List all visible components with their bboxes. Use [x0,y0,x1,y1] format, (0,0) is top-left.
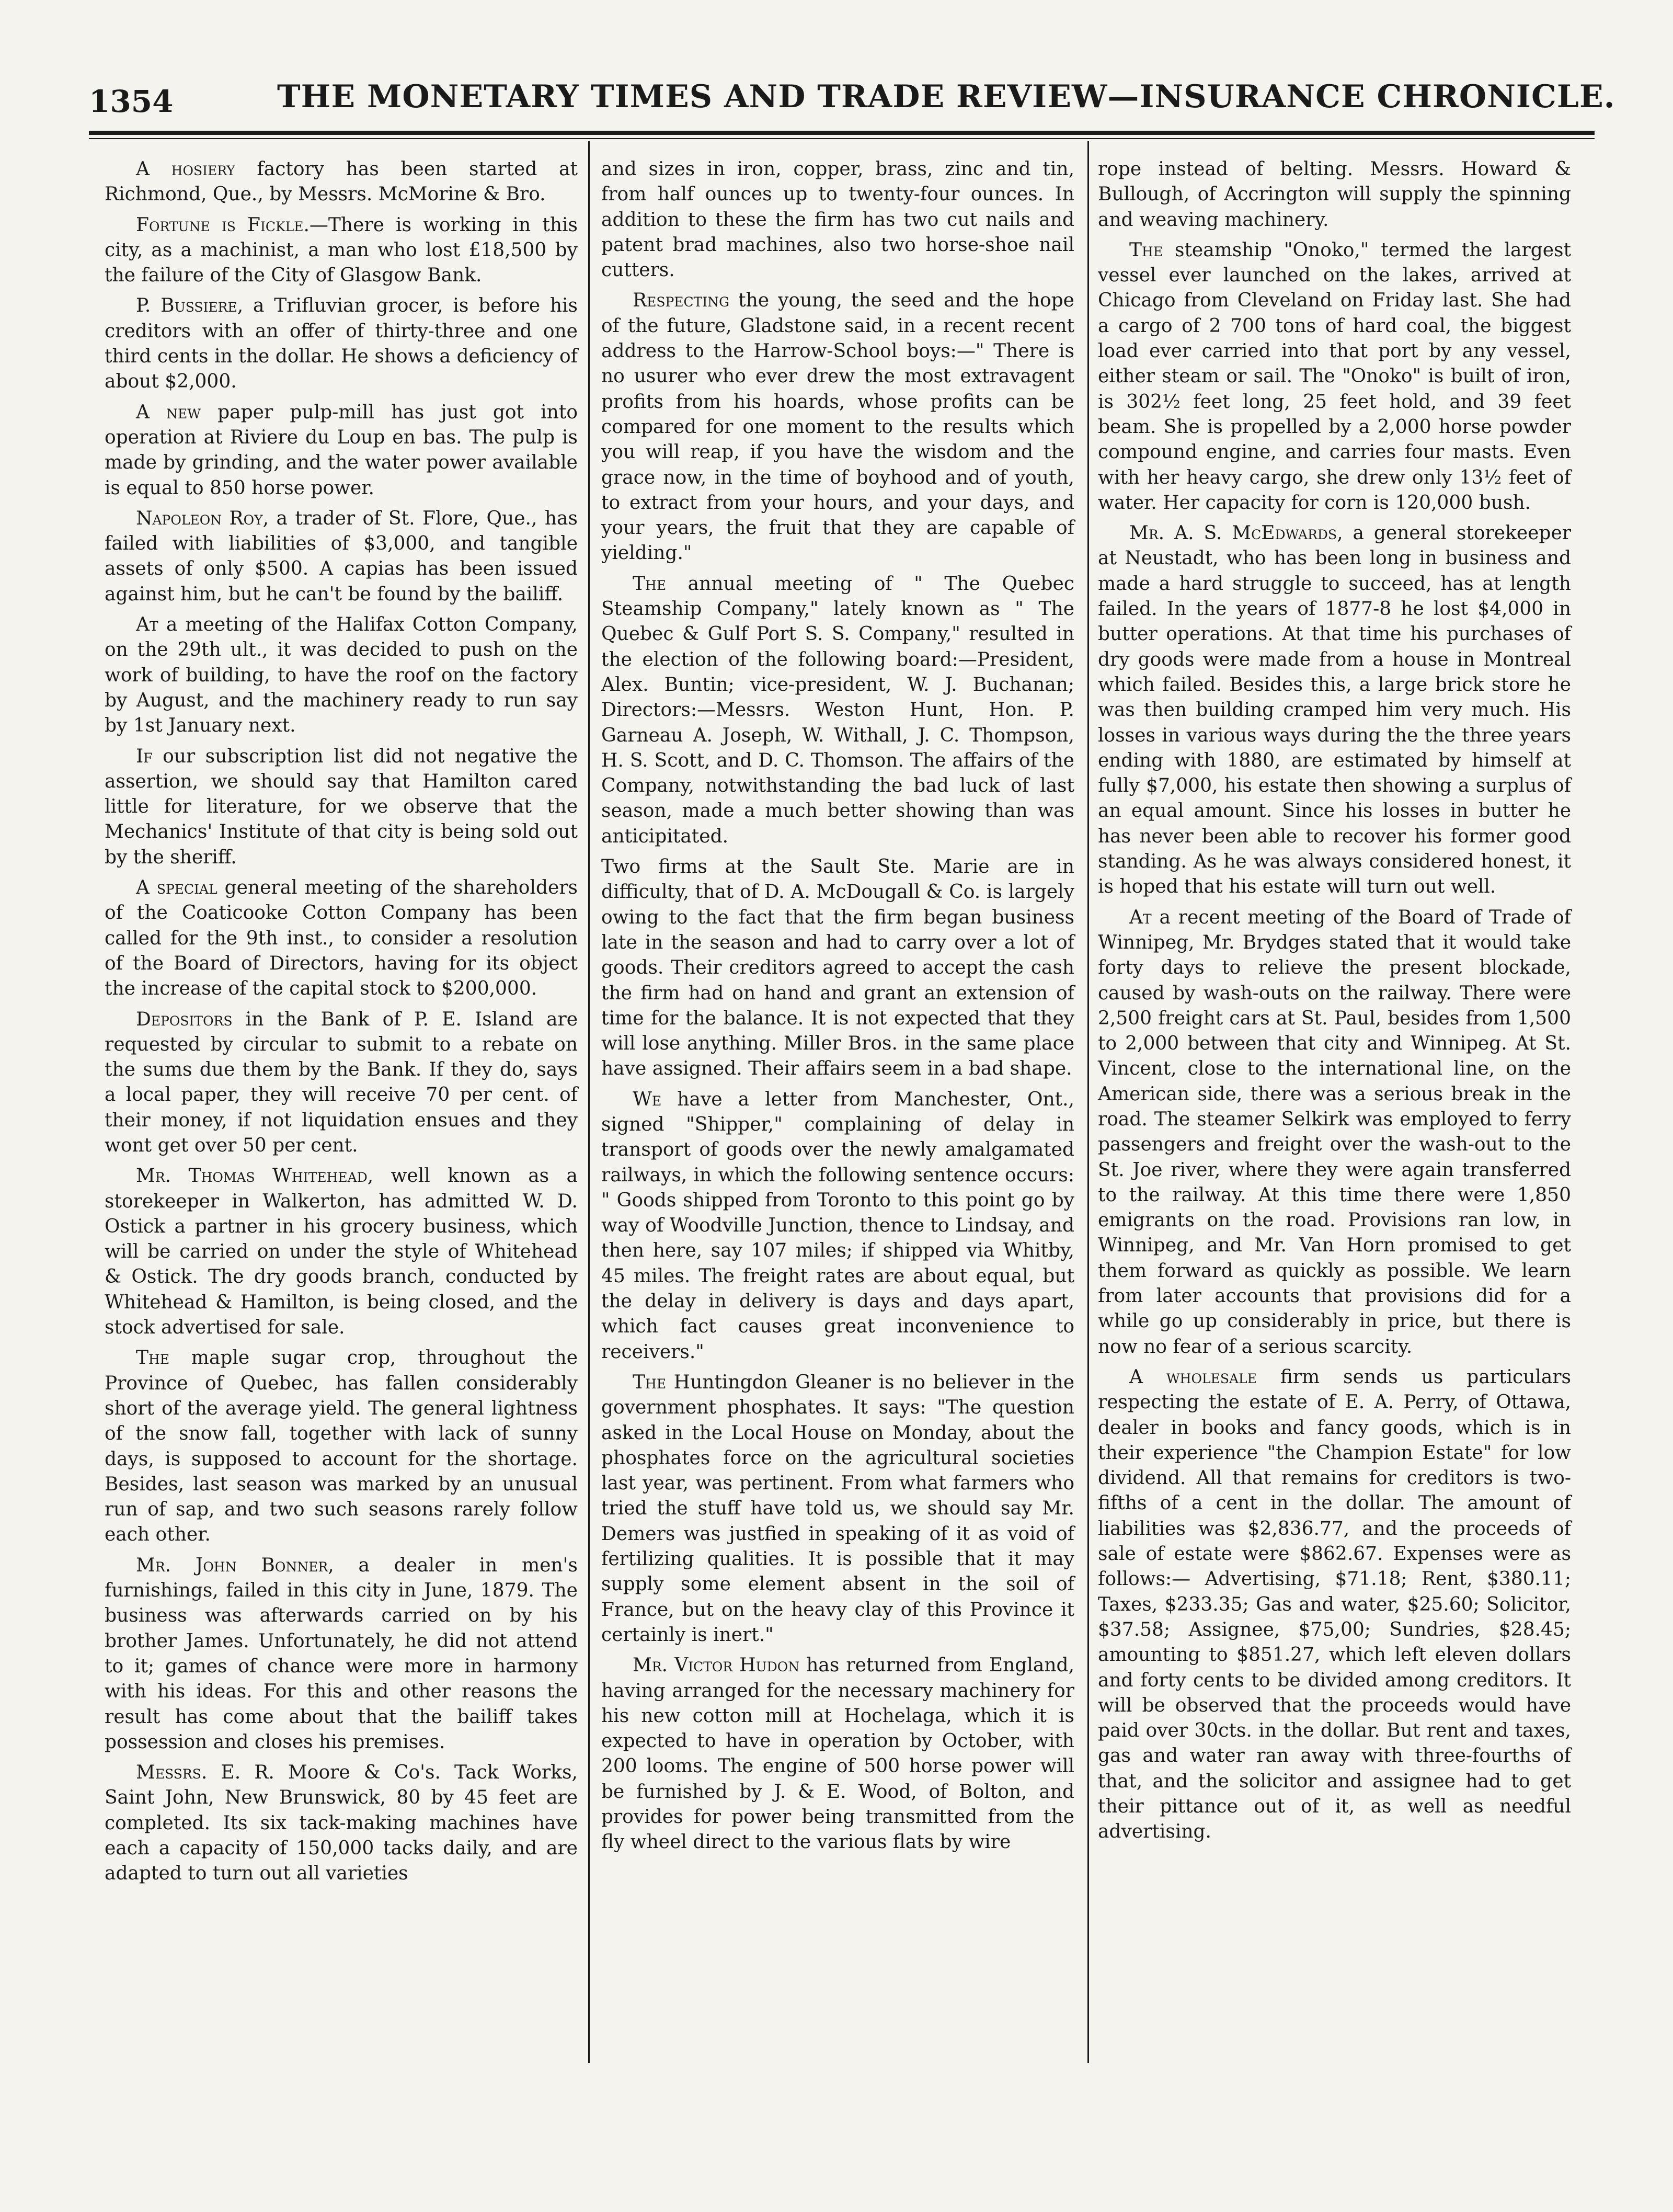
paragraph-text: have a letter from Manchester, Ont., signed "Shipper," complaining of delay in transport of goods over the newly amalgamated railways, in which the following sentence occurs: " Goods shipped from Toronto to this point go by way of Woodville Junction, thence to Lindsay, and then here, say 107 miles; if shipped via Whitby, 45 miles. The freight rates are about equal, but the delay in delivery is days and days apart, which fact causes great inconvenience to receivers." [601,1088,1074,1363]
paragraph-text: , a dealer in men's furnishings, failed in this city in June, 1879. The business was afterwards carried on by his brother James. Unfortunately, he did not attend to it; games of chance were more in harmony with his ideas. For this and other reasons the result has come about that the bailiff takes possession and closes his premises. [105,1554,578,1753]
paragraph-lead: If [136,745,153,767]
paragraph-lead: Respecting [633,290,730,312]
article-paragraph [105,506,578,607]
paragraph-lead: The [633,573,667,595]
article-paragraph [601,1653,1074,1855]
article-paragraph [105,612,578,738]
paragraph-text: maple sugar crop, throughout the Province of Quebec, has fallen considerably short of the average yield. The general lightness of the snow fall, together with lack of sunny days, is supposed to account for the shortage. Besides, last season was marked by an unusual run of sap, and two such seasons rarely follow each other. [105,1347,578,1546]
article-paragraph [105,1007,578,1159]
article-paragraph [105,744,578,870]
paragraph-text: rope instead of belting. Messrs. Howard & Bullough, of Accrington will supply the spinning and weaving machinery. [1098,158,1571,231]
masthead-title: THE MONETARY TIMES AND TRADE REVIEW—INSURANCE CHRONICLE. [277,78,1615,115]
article-paragraph [105,1553,578,1755]
header-rule-thick [89,131,1595,135]
article-paragraph [601,854,1074,1082]
paragraph-text: paper pulp-mill has just got into operation at Riviere du Loup en bas. The pulp is made by grinding, and the water power available is equal to 850 horse power. [105,401,578,499]
paragraph-lead: P. Bussiere [136,295,237,317]
column-divider [588,141,590,2063]
paragraph-text: Two firms at the Sault Ste. Marie are in difficulty, that of D. A. McDougall & Co. is largely owing to the fact that the firm began business late in the season and had to carry over a lot of goods. Their creditors agreed to accept the cash the firm had on hand and grant an extension of time for the balance. It is not expected that they will lose anything. Miller Bros. in the same place have assigned. Their affairs seem in a bad shape. [601,856,1074,1080]
paragraph-text: factory has been started at Richmond, Que., by Messrs. McMorine & Bro. [105,158,578,206]
article-paragraph [105,213,578,289]
paragraph-text: , well known as a storekeeper in Walkerton, has admitted W. D. Ostick a partner in his grocery business, which will be carried on under the style of Whitehead & Ostick. The dry goods branch, conducted by Whitehead & Hamilton, is being closed, and the stock advertised for sale. [105,1165,578,1339]
paragraph-lead: A special [136,877,217,899]
article-paragraph [105,293,578,394]
paragraph-lead: Depositors [136,1008,233,1030]
article-paragraph [105,1346,578,1547]
article-paragraph [601,1370,1074,1648]
article-paragraph [601,288,1074,566]
paragraph-text: in the Bank of P. E. Island are requested by circular to submit to a rebate on the sums due them by the Bank. If they do, says a local paper, they will receive 70 per cent. of their money, if not liquidation ensues and they wont get over 50 per cent. [105,1008,578,1156]
column-1 [105,157,578,1892]
article-paragraph [1098,521,1571,899]
paragraph-text: , a Trifluvian grocer, is before his creditors with an offer of thirty-three and one third cents in the dollar. He shows a deficiency of about $2,000. [105,295,578,393]
article-paragraph [601,1087,1074,1365]
header-rule-thin [89,138,1595,139]
paragraph-text: a meeting of the Halifax Cotton Company, on the 29th ult., it was decided to push on the work of building, to have the roof on the factory by August, and the machinery ready to run say by 1st January next. [105,614,578,737]
paragraph-text: E. R. Moore & Co's. Tack Works, Saint John, New Brunswick, 80 by 45 feet are completed. Its six tack-making machines have each a capacity of 150,000 tacks daily, and are adapted to turn out all varieties [105,1762,578,1885]
paragraph-text: the young, the seed and the hope of the future, Gladstone said, in a recent recent address to the Harrow-School boys:—" There is no usurer who ever drew the most extravagent profits from his hoards, whose profits can be compared for one moment to the results which you will reap, if you have the wisdom and the grace now, in the time of boyhood and of youth, to extract from your hours, and your days, and your years, the fruit that they are capable of yielding." [601,290,1074,564]
paragraph-lead: The [136,1347,170,1369]
article-paragraph [105,1164,578,1340]
paragraph-text: a recent meeting of the Board of Trade of Winnipeg, Mr. Brydges stated that it would take forty days to relieve the present blockade, caused by wash-outs on the railway. There were 2,500 freight cars at St. Paul, besides from 1,500 to 2,000 between that city and Winnipeg. At St. Vincent, close to the international line, on the American side, there was a serious break in the road. The steamer Selkirk was employed to ferry passengers and freight over the wash-out to the St. Joe river, where they were again transferred to the railway. At this time there were 1,850 emigrants on the road. Provisions ran low, in Winnipeg, and Mr. Van Horn promised to get them forward as quickly as possible. We learn from later accounts that provisions did for a while go up considerably in price, but there is now no fear of a serious scarcity. [1098,906,1571,1358]
paragraph-text: —There is working in this city, as a machinist, a man who lost £18,500 by the failure of the City of Glasgow Bank. [105,214,578,287]
page-header [89,78,1615,128]
column-2 [601,157,1074,1861]
paragraph-lead: Mr. Thomas Whitehead [136,1165,368,1187]
article-paragraph [601,157,1074,283]
article-paragraph [601,572,1074,849]
paragraph-lead: The [1129,239,1163,261]
article-paragraph [1098,238,1571,516]
article-paragraph [105,400,578,501]
paragraph-lead: Mr. Victor Hudon [633,1655,800,1677]
paragraph-lead: Mr. John Bonner [136,1554,328,1576]
paragraph-lead: Fortune is Fickle. [136,214,310,236]
paragraph-text: Huntingdon Gleaner is no believer in the government phosphates. It says: "The question asked in the Local House on Monday, about the phosphates force on the agricultural societies last year, was pertinent. From what farmers who tried the stuff have told us, we should say Mr. Demers was justfied in speaking of it as void of fertilizing qualities. It is possible that it may supply some element absent in the soil of France, but on the heavy clay of this Province it certainly is inert." [601,1371,1074,1646]
column-3 [1098,157,1571,1850]
paragraph-lead: Mr. A. S. McEdwards [1129,522,1337,544]
paragraph-lead: A wholesale [1129,1366,1257,1388]
paragraph-lead: At [136,614,158,636]
paragraph-text: , a trader of St. Flore, Que., has failed with liabilities of $3,000, and tangible assets of only $500. A capias has been issued against him, but he can't be found by the bailiff. [105,507,578,605]
paragraph-lead: Napoleon Roy [136,507,263,529]
paragraph-text: annual meeting of " The Quebec Steamship Company," lately known as " The Quebec & Gulf Port S. S. Company," resulted in the election of the following board:—President, Alex. Buntin; vice-president, W. J. Buchanan; Directors:—Messrs. Weston Hunt, Hon. P. Garneau A. Joseph, W. Withall, J. C. Thompson, H. S. Scott, and D. C. Thomson. The affairs of the Company, notwithstanding the bad luck of last season, made a much better showing than was anticipitated. [601,573,1074,847]
article-paragraph [1098,1365,1571,1845]
paragraph-lead: Messrs. [136,1762,208,1784]
article-paragraph [1098,157,1571,233]
article-paragraph [105,157,578,208]
paragraph-lead: A hosiery [136,158,235,180]
paragraph-lead: The [633,1371,667,1393]
paragraph-text: firm sends us particulars respecting the estate of E. A. Perry, of Ottawa, dealer in books and fancy goods, which is in their experience "the Champion Estate" for low dividend. All that remains for creditors is two-fifths of a cent in the dollar. The amount of liabilities was $2,836.77, and the proceeds of sale of estate were $862.67. Expenses were as follows:— Advertising, $71.18; Rent, $380.11; Taxes, $233.35; Gas and water, $25.60; Solicitor, $37.58; Assignee, $75,00; Sundries, $28.45; amounting to $851.27, which left eleven dollars and forty cents to be divided among creditors. It will be observed that the proceeds would have paid over 30cts. in the dollar. But rent and taxes, gas and water ran away with three-fourths of that, and the solicitor and assignee had to get their pittance out of it, as well as needful advertising. [1098,1366,1571,1843]
paragraph-text: steamship "Onoko," termed the largest vessel ever launched on the lakes, arrived at Chicago from Cleveland on Friday last. She had a cargo of 2 700 tons of hard coal, the biggest load ever carried into that port by any vessel, either steam or sail. The "Onoko" is built of iron, is 302½ feet long, 25 feet hold, and 39 feet beam. She is propelled by a 2,000 horse powder compound engine, and carries four masts. Even with her heavy cargo, she drew only 13½ feet of water. Her capacity for corn is 120,000 bush. [1098,239,1571,514]
paragraph-lead: We [633,1088,662,1110]
paragraph-text: and sizes in iron, copper, brass, zinc and tin, from half ounces up to twenty-four ounces. In addition to these the firm has two cut nails and patent brad machines, also two horse-shoe nail cutters. [601,158,1074,281]
column-divider [1087,141,1089,2063]
article-paragraph [105,1760,578,1886]
article-paragraph [105,875,578,1001]
paragraph-text: , a general storekeeper at Neustadt, who has been long in business and made a hard struggle to succeed, has at length failed. In the years of 1877-8 he lost $4,000 in butter operations. At that time his purchases of dry goods were made from a house in Montreal which failed. Besides this, a large brick store he was then building cramped him very much. His losses in various ways during the the three years ending with 1880, are estimated by himself at fully $7,000, his estate then showing a surplus of an equal amount. Since his losses in butter he has never been able to recover his former good standing. As he was always considered honest, it is hoped that his estate will turn out well. [1098,522,1571,898]
paragraph-lead: At [1129,906,1152,928]
paragraph-text: general meeting of the shareholders of the Coaticooke Cotton Company has been called for the 9th inst., to consider a resolution of the Board of Directors, having for its object the increase of the capital stock to $200,000. [105,877,578,1000]
paragraph-text: has returned from England, having arranged for the necessary machinery for his new cotton mill at Hochelaga, which it is expected to have in operation by October, with 200 looms. The engine of 500 horse power will be furnished by J. & E. Wood, of Bolton, and provides for power being transmitted from the fly wheel direct to the various flats by wire [601,1655,1074,1853]
page-number: 1354 [89,84,174,119]
paragraph-text: our subscription list did not negative the assertion, we should say that Hamilton cared little for literature, for we observe that the Mechanics' Institute of that city is being sold out by the sheriff. [105,745,578,868]
article-paragraph [1098,905,1571,1360]
paragraph-lead: A new [136,401,201,423]
